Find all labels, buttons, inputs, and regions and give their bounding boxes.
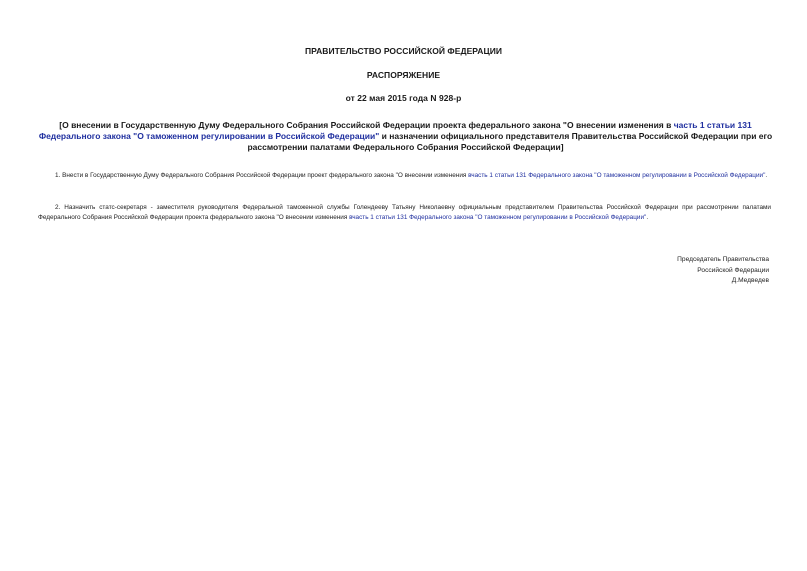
- document-type: РАСПОРЯЖЕНИЕ: [366, 70, 441, 80]
- paragraph-2-end: .: [646, 214, 649, 222]
- paragraph-2-text: 2. Назначить статс-секретаря - заместителя руководителя Федеральной таможенной службы Голендееву Татьяну Николаевну официальным представителем Правительства Российской Федерации при рассмотрении палатами Федерального Собрания Российской Федерации проекта федерального закона "О внесении изменения: [38, 204, 771, 222]
- document-date-number: от 22 мая 2015 года N 928-р: [345, 93, 462, 103]
- government-title: ПРАВИТЕЛЬСТВО РОССИЙСКОЙ ФЕДЕРАЦИИ: [304, 46, 503, 56]
- paragraph-2-law-link[interactable]: вчасть 1 статьи 131 Федерального закона "О таможенном регулировании в Российской Федерации": [349, 214, 647, 222]
- subject-text-start: [О внесении в Государственную Думу Федерального Собрания Российской Федерации проекта федерального закона "О внесении изменения в: [59, 120, 674, 130]
- subject-text-end: и назначении официального представителя Правительства Российской Федерации при его рассмотрении палатами Федерального Собрания Российской Федерации]: [247, 131, 773, 152]
- signature-block: [569, 255, 769, 287]
- document-subject: [38, 120, 773, 153]
- signer-name: Д.Медведев: [731, 277, 769, 285]
- subject-law-link[interactable]: часть 1 статьи 131 Федерального закона "О таможенном регулировании в Российской Федерации": [38, 120, 752, 141]
- paragraph-1-end: .: [765, 172, 768, 179]
- paragraph-1-law-link[interactable]: вчасть 1 статьи 131 Федерального закона "О таможенном регулировании в Российской Федерации": [468, 172, 766, 179]
- signer-organization: Российской Федерации: [697, 266, 769, 274]
- paragraph-1: [38, 171, 771, 181]
- paragraph-1-text: 1. Внести в Государственную Думу Федерального Собрания Российской Федерации проект федерального закона "О внесении изменения: [55, 172, 469, 179]
- signer-position: Председатель Правительства: [677, 256, 769, 263]
- paragraph-2: [38, 203, 771, 224]
